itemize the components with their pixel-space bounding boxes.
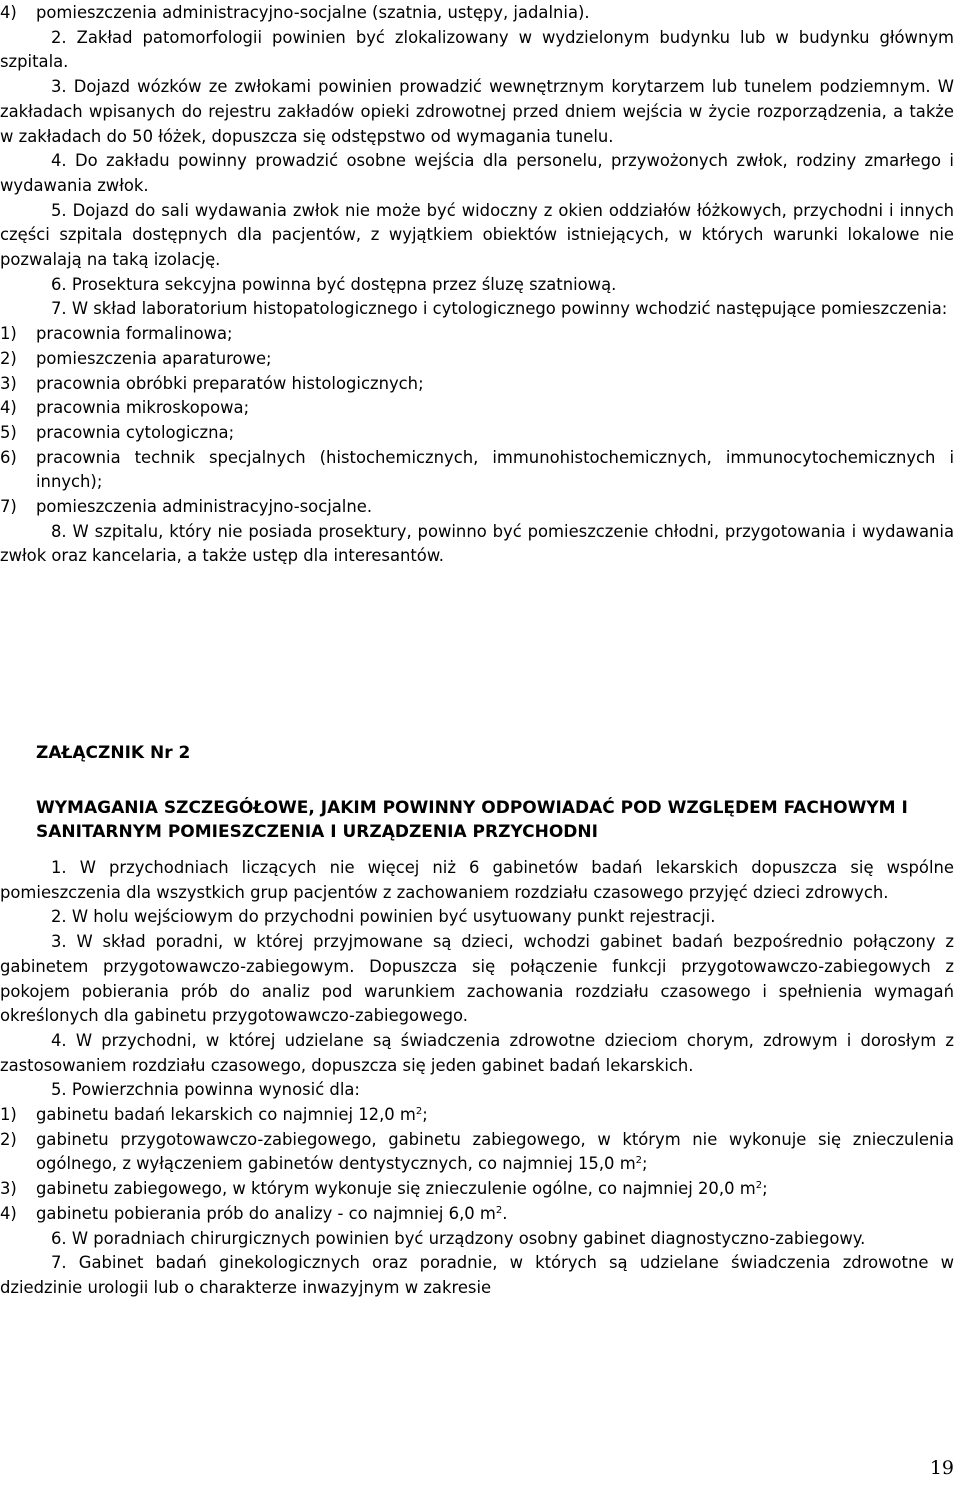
annex-paragraph-1: 1. W przychodniach liczących nie więcej niż 6 gabinetów badań lekarskich dopuszcza się wspólne pomieszczenia dla wszystkich grup pacjentów z zachowaniem rozdziału czasowego przyjęć dzieci zdrowych. [0, 858, 954, 902]
annex-title: WYMAGANIA SZCZEGÓŁOWE, JAKIM POWINNY ODPOWIADAĆ POD WZGLĘDEM FACHOWYM I SANITARNYM POMIESZCZENIA I URZĄDZENIA PRZYCHODNI [36, 798, 908, 842]
paragraph-8: 8. W szpitalu, który nie posiada prosektury, powinno być pomieszczenie chłodni, przygotowania i wydawania zwłok oraz kancelaria, a także ustęp dla interesantów. [0, 521, 954, 566]
list-item-number: 7) [0, 497, 17, 517]
list-item-text: gabinetu zabiegowego, w którym wykonuje się znieczulenie ogólne, co najmniej 20,0 m [36, 1179, 756, 1199]
paragraph-4: 4. Do zakładu powinny prowadzić osobne wejścia dla personelu, przywożonych zwłok, rodziny zmarłego i wydawania zwłok. [0, 151, 954, 195]
list-item-number: 3) [0, 1179, 17, 1199]
annex-paragraph-6: 6. W poradniach chirurgicznych powinien być urządzony osobny gabinet diagnostyczno-zabiegowy. [51, 1228, 866, 1248]
list-item [0, 372, 954, 397]
annex-paragraph-3: 3. W skład poradni, w której przyjmowane są dzieci, wchodzi gabinet badań bezpośrednio połączony z gabinetem przygotowawczo-zabiegowym. Dopuszcza się połączenie funkcji przygotowawczo-zabiegowych z pokojem pobierania prób do analiz pod warunkiem zachowania rozdziału czasowego i spełnienia wymagań określonych dla gabinetu przygotowawczo-zabiegowego. [0, 932, 954, 1026]
list-item [0, 1103, 954, 1128]
annex-2-section [0, 740, 954, 1301]
superscript: 2 [755, 1180, 763, 1192]
annex-paragraph-2: 2. W holu wejściowym do przychodni powinien być usytuowany punkt rejestracji. [51, 907, 716, 927]
paragraph-6: 6. Prosektura sekcyjna powinna być dostępna przez śluzę szatniową. [51, 274, 617, 294]
annex-label: ZAŁĄCZNIK Nr 2 [36, 743, 191, 763]
hospital-requirements-section [0, 1, 954, 569]
list-item-tail: ; [762, 1179, 768, 1199]
list-item-text: gabinetu pobierania prób do analizy - co najmniej 6,0 m [36, 1203, 496, 1223]
list-item-text: pracownia cytologiczna; [36, 422, 235, 442]
list-item [0, 1177, 954, 1202]
list-item-number: 4) [0, 398, 17, 418]
list-item-text: gabinetu przygotowawczo-zabiegowego, gabinetu zabiegowego, w którym nie wykonuje się znieczulenia ogólnego, z wyłączeniem gabinetów dentystycznych, co najmniej 15,0 m [36, 1129, 954, 1174]
superscript: 2 [495, 1204, 503, 1216]
list-item-number: 4) [0, 1203, 17, 1223]
list-item-tail: ; [422, 1105, 428, 1125]
superscript: 2 [415, 1106, 423, 1118]
list-item [0, 1, 954, 26]
list-item-text: pomieszczenia administracyjno-socjalne (szatnia, ustępy, jadalnia). [36, 3, 590, 22]
list-item [0, 421, 954, 446]
list-item-text: pomieszczenia administracyjno-socjalne. [36, 497, 373, 517]
list-item [0, 1202, 954, 1227]
list-item-number: 1) [0, 324, 17, 344]
list-item-text: pracownia formalinowa; [36, 324, 233, 344]
list-item-number: 2) [0, 348, 17, 368]
list-item [0, 322, 954, 347]
annex-paragraph-5: 5. Powierzchnia powinna wynosić dla: [51, 1080, 360, 1100]
paragraph-3: 3. Dojazd wózków ze zwłokami powinien prowadzić wewnętrznym korytarzem lub tunelem podziemnym. W zakładach wpisanych do rejestru zakładów opieki zdrowotnej przed dniem wejścia w życie rozporządzenia, a także w zakładach do 50 łóżek, dopuszcza się odstępstwo od wymagania tunelu. [0, 77, 954, 146]
paragraph-2: 2. Zakład patomorfologii powinien być zlokalizowany w wydzielonym budynku lub w budynku głównym szpitala. [0, 27, 954, 72]
list-item-tail: ; [642, 1154, 648, 1174]
list-item-text: pracownia obróbki preparatów histologicznych; [36, 373, 424, 393]
list-item-number: 5) [0, 422, 17, 442]
list-item-number: 4) [0, 3, 17, 22]
list-item [0, 347, 954, 372]
list-item-number: 3) [0, 373, 17, 393]
list-item-number: 1) [0, 1105, 17, 1125]
list-item-number: 2) [0, 1129, 17, 1149]
list-item-tail: . [502, 1203, 508, 1223]
list-item [0, 495, 954, 520]
list-item [0, 396, 954, 421]
list-item-text: pracownia technik specjalnych (histochemicznych, immunohistochemicznych, immunocytochemicznych i innych); [36, 447, 954, 492]
list-item-number: 6) [0, 447, 17, 467]
annex-paragraph-4: 4. W przychodni, w której udzielane są świadczenia zdrowotne dzieciom chorym, zdrowym i dorosłym z zastosowaniem rozdziału czasowego, dopuszcza się jeden gabinet badań lekarskich. [0, 1030, 954, 1075]
list-item-text: pomieszczenia aparaturowe; [36, 348, 272, 368]
list-item [0, 446, 954, 495]
list-item-text: gabinetu badań lekarskich co najmniej 12,0 m [36, 1105, 416, 1125]
paragraph-5: 5. Dojazd do sali wydawania zwłok nie może być widoczny z okien oddziałów łóżkowych, przychodni i innych części szpitala dostępnych dla pacjentów, z wyjątkiem obiektów istniejących, w których warunki lokalowe nie pozwalają na taką izolację. [0, 200, 954, 270]
paragraph-7: 7. W skład laboratorium histopatologicznego i cytologicznego powinny wchodzić następujące pomieszczenia: [51, 299, 948, 319]
superscript: 2 [635, 1155, 643, 1167]
annex-paragraph-7: 7. Gabinet badań ginekologicznych oraz poradnie, w których są udzielane świadczenia zdrowotne w dziedzinie urologii lub o charakterze inwazyjnym w zakresie [0, 1253, 954, 1297]
list-item-text: pracownia mikroskopowa; [36, 398, 250, 418]
list-item [0, 1128, 954, 1177]
page-number: 19 [929, 1457, 954, 1479]
